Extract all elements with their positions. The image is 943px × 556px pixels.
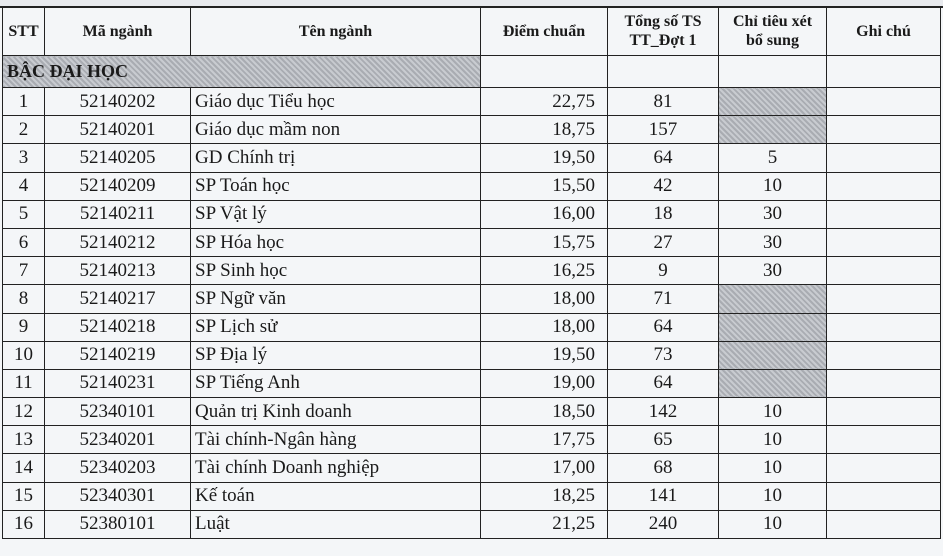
table-row (3, 228, 941, 256)
cell-code: 52340201 (45, 426, 191, 454)
cell-score: 18,00 (481, 285, 608, 313)
cell-name: Tài chính Doanh nghiệp (191, 454, 481, 482)
cell-note (827, 144, 941, 172)
cell-code: 52140217 (45, 285, 191, 313)
cell-stt: 9 (3, 313, 45, 341)
header-total (608, 7, 719, 56)
cell-name: Giáo dục Tiểu học (191, 88, 481, 116)
table-row (3, 482, 941, 510)
section-row (3, 56, 941, 88)
cell-quota: 10 (719, 172, 827, 200)
cell-score: 17,75 (481, 426, 608, 454)
cell-note (827, 285, 941, 313)
cell-total: 65 (608, 426, 719, 454)
cell-stt: 12 (3, 398, 45, 426)
cell-code: 52340203 (45, 454, 191, 482)
cell-total: 73 (608, 341, 719, 369)
cell-note (827, 116, 941, 144)
table-row (3, 172, 941, 200)
header-quota-line1: Chỉ tiêu xét (732, 13, 813, 30)
cell-total: 240 (608, 510, 719, 538)
section-cell (827, 56, 941, 88)
cell-score: 21,25 (481, 510, 608, 538)
cell-name: SP Sinh học (191, 257, 481, 285)
cell-score: 22,75 (481, 88, 608, 116)
cell-total: 157 (608, 116, 719, 144)
cell-stt: 1 (3, 88, 45, 116)
cell-quota: 30 (719, 228, 827, 256)
header-code: Mã ngành (45, 7, 191, 56)
cell-note (827, 172, 941, 200)
cell-name: SP Hóa học (191, 228, 481, 256)
cell-note (827, 426, 941, 454)
cell-quota: 5 (719, 144, 827, 172)
section-cell (481, 56, 608, 88)
cell-score: 15,50 (481, 172, 608, 200)
header-name: Tên ngành (191, 7, 481, 56)
table-row (3, 116, 941, 144)
cell-name: SP Vật lý (191, 200, 481, 228)
cell-quota (719, 313, 827, 341)
cell-score: 16,25 (481, 257, 608, 285)
cell-name: SP Toán học (191, 172, 481, 200)
table-row (3, 510, 941, 538)
cell-note (827, 398, 941, 426)
cell-quota: 10 (719, 510, 827, 538)
cell-total: 68 (608, 454, 719, 482)
header-quota-line2: bổ sung (746, 32, 799, 49)
table-row (3, 398, 941, 426)
table-row (3, 144, 941, 172)
cell-score: 18,00 (481, 313, 608, 341)
cell-stt: 8 (3, 285, 45, 313)
cell-score: 19,50 (481, 341, 608, 369)
table-row (3, 257, 941, 285)
cell-quota (719, 285, 827, 313)
cell-code: 52140213 (45, 257, 191, 285)
header-total-line1: Tổng số TS (624, 13, 702, 30)
cell-note (827, 369, 941, 397)
cell-stt: 6 (3, 228, 45, 256)
cell-name: Tài chính-Ngân hàng (191, 426, 481, 454)
cell-name: Luật (191, 510, 481, 538)
table-row (3, 88, 941, 116)
table-row (3, 285, 941, 313)
cell-note (827, 257, 941, 285)
cell-note (827, 228, 941, 256)
table-row (3, 454, 941, 482)
cell-name: SP Địa lý (191, 341, 481, 369)
cell-stt: 14 (3, 454, 45, 482)
cell-code: 52140202 (45, 88, 191, 116)
cell-note (827, 313, 941, 341)
cell-name: Giáo dục mầm non (191, 116, 481, 144)
cell-note (827, 200, 941, 228)
cell-code: 52140218 (45, 313, 191, 341)
cell-score: 18,75 (481, 116, 608, 144)
table-row (3, 341, 941, 369)
cell-total: 71 (608, 285, 719, 313)
cell-stt: 4 (3, 172, 45, 200)
cell-name: GD Chính trị (191, 144, 481, 172)
cell-note (827, 341, 941, 369)
cell-code: 52140211 (45, 200, 191, 228)
cell-stt: 16 (3, 510, 45, 538)
cell-code: 52140231 (45, 369, 191, 397)
cell-code: 52340301 (45, 482, 191, 510)
cell-name: SP Tiếng Anh (191, 369, 481, 397)
cell-stt: 10 (3, 341, 45, 369)
cell-total: 64 (608, 144, 719, 172)
cell-quota: 10 (719, 426, 827, 454)
cell-code: 52140212 (45, 228, 191, 256)
cell-note (827, 88, 941, 116)
cell-stt: 5 (3, 200, 45, 228)
cell-score: 17,00 (481, 454, 608, 482)
cell-total: 142 (608, 398, 719, 426)
cell-name: Kế toán (191, 482, 481, 510)
cell-total: 64 (608, 369, 719, 397)
cell-score: 19,50 (481, 144, 608, 172)
header-stt: STT (3, 7, 45, 56)
cell-quota: 10 (719, 482, 827, 510)
cell-score: 18,25 (481, 482, 608, 510)
cell-quota (719, 116, 827, 144)
cell-score: 15,75 (481, 228, 608, 256)
cell-score: 16,00 (481, 200, 608, 228)
cell-stt: 7 (3, 257, 45, 285)
admission-score-table (2, 6, 941, 539)
cell-code: 52380101 (45, 510, 191, 538)
cell-total: 64 (608, 313, 719, 341)
cell-total: 42 (608, 172, 719, 200)
cell-note (827, 454, 941, 482)
section-title: BẬC ĐẠI HỌC (3, 56, 481, 88)
cell-total: 9 (608, 257, 719, 285)
cell-quota (719, 341, 827, 369)
cell-total: 141 (608, 482, 719, 510)
cell-code: 52140205 (45, 144, 191, 172)
header-score: Điểm chuẩn (481, 7, 608, 56)
cell-score: 18,50 (481, 398, 608, 426)
cell-stt: 15 (3, 482, 45, 510)
cell-quota: 10 (719, 454, 827, 482)
cell-total: 27 (608, 228, 719, 256)
header-quota (719, 7, 827, 56)
cell-code: 52140209 (45, 172, 191, 200)
cell-name: SP Lịch sử (191, 313, 481, 341)
cell-quota (719, 369, 827, 397)
header-row (3, 7, 941, 56)
section-cell (608, 56, 719, 88)
cell-score: 19,00 (481, 369, 608, 397)
cell-code: 52140219 (45, 341, 191, 369)
table-row (3, 426, 941, 454)
table-row (3, 313, 941, 341)
cell-stt: 11 (3, 369, 45, 397)
table-row (3, 369, 941, 397)
cell-note (827, 510, 941, 538)
table-row (3, 200, 941, 228)
header-note: Ghi chú (827, 7, 941, 56)
cell-stt: 13 (3, 426, 45, 454)
section-cell (719, 56, 827, 88)
cell-stt: 2 (3, 116, 45, 144)
cell-quota (719, 88, 827, 116)
cell-quota: 30 (719, 200, 827, 228)
cell-name: SP Ngữ văn (191, 285, 481, 313)
header-total-line2: TT_Đợt 1 (629, 32, 697, 49)
cell-code: 52140201 (45, 116, 191, 144)
cell-quota: 30 (719, 257, 827, 285)
cell-quota: 10 (719, 398, 827, 426)
cell-name: Quản trị Kinh doanh (191, 398, 481, 426)
cell-stt: 3 (3, 144, 45, 172)
cell-total: 81 (608, 88, 719, 116)
cell-total: 18 (608, 200, 719, 228)
cell-code: 52340101 (45, 398, 191, 426)
cell-note (827, 482, 941, 510)
